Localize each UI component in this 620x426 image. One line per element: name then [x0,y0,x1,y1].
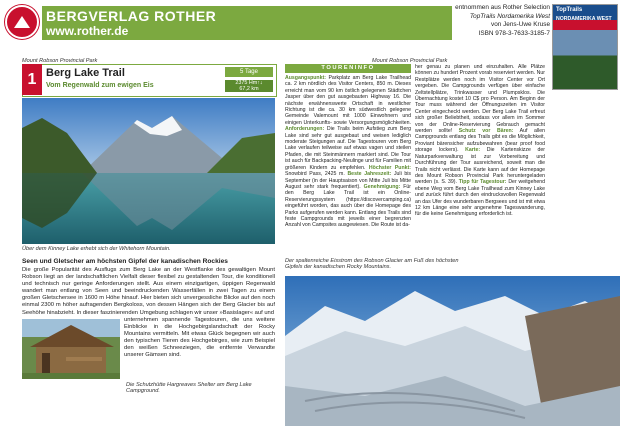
section-body-2: unternehmen spannende Tagestouren, die uns weitere Einblicke in die Hochgebirgslandschaft der Rocky Mountains vermitteln. Mit etwas Glück begegnen wir auch den typischen Tieren des Hochgebirges, wie zum Beispiel den weißen Schneeziegen, die entfernte Verwandte unserer Gämsen sind. [124,317,275,359]
section-body-1: Die große Popularität des Ausflugs zum Berg Lake an der Westflanke des gewaltigen Mount Robson liegt an der landschaftlichen Vielfalt dieser flexibel zu gestaltenden Tour, die konditionell und technisch nur geringe Anforderungen stellt. Aus einem einzigartigen, üppigen Regenwald wandert man entlang von Seen und beeindruckenden Wasserfällen in zwei Tagen zu einem großen Gletschersee in 1600 m Höhe hinauf. Hier bieten sich unvergessliche Blicke auf den noch einmal 2300 m höher aufragenden Bergkoloss, von dessen Hängen sich der Berg Glacier bis auf Seehöhe hinabzieht. In dieser faszinierenden Umgebung schlagen wir unser »Basislager« auf und [22,267,275,316]
info-value: Der weitgehend ebene Weg vom Berg Lake Trailhead zum Kinney Lake und zurück führt durch den eindrucksvollen Regenwald an das Ufer des wunderbaren Bergsees und ist mit etwa 12 km Länge eine sehr angenehme Tageswanderung, für die keine Genehmigung erforderlich ist. [415,179,545,218]
glacier-photo [285,276,620,426]
hut-photo-caption: Die Schutzhütte Hargreaves Shelter am Berg Lake Campground. [126,382,252,394]
source-line-1: entnommen aus Rother Selection [455,4,550,11]
rother-logo-icon [5,5,39,39]
info-value: Die Kartenskizze der Naturparkverwaltung ist zur Vorbereitung und Durchführung der Tour ausreichend, soweit man die Trails nicht verlässt. Die Karte kann auf der Homepage des Mount Robson Provincial Park heruntergeladen werden (s. S. 39). [415,147,545,186]
info-label: Ausgangspunkt: [285,75,326,81]
source-line-4: ISBN 978-3-7633-3185-7 [478,29,550,37]
info-item [285,184,411,228]
source-line-2: TopTrails Nordamerika West [469,12,550,20]
info-value: Für den Berg Lake Trail ist ein Online-Reservierungssystem (https://discovercamping.ca) eingeführt worden, das auch über die Homepage des Parks aufgerufen werden kann. Entlang des Trails sind feste Campgrounds mit jeweils einer begrenzten Anzahl von Campsites ausgewiesen. Die Route ist da- [285,183,412,229]
info-label: Schutz vor Bären: [458,128,514,135]
tour-days-badge: 5 Tage [225,67,273,77]
brand-title: BERGVERLAG ROTHER [46,8,217,24]
tour-stats-badge [225,80,273,92]
running-head-left: Mount Robson Provincial Park [22,58,98,64]
cover-subtitle: NORDAMERIKA WEST [556,16,612,22]
info-label: Anforderungen: [285,126,325,133]
tour-subtitle: Vom Regenwald zum ewigen Eis [46,82,154,89]
info-value: her genau zu planen und einzuhalten. Alle Plätze können zu hundert Prozent vorab reserviert werden. Nur Restplätze werden noch im Visitor Center vor Ort vergeben. Die Campgrounds verfügen über einfache Zeltstellplätze, Trinkwasser und Plumpsklos. Die Übernachtung kostet 10 C$ pro Person. Am Beginn der Tour muss während der Öffnungszeiten im Visitor Center eingecheckt werden. Der Berg Lake Trail erfreut sich großer Beliebtheit, sodass vor allem im Sommer von der Online-Reservierung Gebrauch gemacht werden sollte! [415,64,545,135]
info-value: Parkplatz am Berg Lake Trailhead ca. 2 km nördlich des Visitor Centers, 850 m. Dieses erreicht man vom 90 km östlich gelegenen Städtchen Jasper über den gut ausgebauten Highway 16. Die nächste erwähnenswerte Ortschaft in westlicher Richtung ist die ca. 30 km südwestlich gelegene Gemeinde Valemount mit 1000 Einwohnern und einigen Unterkunfts- sowie Versorgungsmöglichkeiten. [285,75,411,126]
book-cover-image [552,4,618,90]
glacier-photo-caption: Der spaltenreiche Eisstrom des Robson Glacier am Fuß des höchsten Gipfels der kanadischen Rocky Mountains. [285,258,459,270]
info-label: Tipp für Tagestour: [458,179,507,186]
cover-title: TopTrails [556,7,583,13]
running-head-right: Mount Robson Provincial Park [372,58,448,64]
section-heading: Seen und Gletscher am höchsten Gipfel der kanadischen Rockies [22,258,228,265]
info-label: Genehmigung: [363,183,401,190]
source-line-3: von Jens-Uwe Kruse [491,21,550,28]
brand-url-link[interactable]: www.rother.de [46,24,129,38]
info-label: Beste Jahreszeit: [347,171,392,178]
info-item [285,75,411,126]
info-item [415,179,545,217]
tour-elevation: 2375 Hm↑↓ [235,80,263,86]
tour-info-heading: TOURENINFO [285,64,411,73]
info-value: Die Trails beim Aufstieg zum Berg Lake sind sehr gut ausgebaut und weisen lediglich moderate Steigungen auf. Die Tagestouren vom Berg Lake verlaufen teilweise auf etwas vagen und steilen Pfaden, die mit Steinmännern markiert sind. Die Tour ist auch für Backpacking-Neulinge und für Familien mit größeren Kindern zu empfehlen. [285,126,411,171]
info-item [415,64,545,134]
lake-mountain-photo [22,98,275,244]
header-bar [0,0,620,50]
tour-info-column-2 [415,64,545,218]
info-label: Karte: [465,147,481,154]
hut-photo [22,319,120,379]
info-value: Snowbird Pass, 2425 m. [285,171,345,178]
tour-title: Berg Lake Trail [46,67,125,79]
info-value: Juli bis September (in der Hauptsaison von Mitte Juli bis Mitte August sehr stark frequentiert). [285,171,411,190]
source-info [452,4,550,38]
main-photo-caption: Über dem Kinney Lake erhebt sich der Whitehorn Mountain. [22,246,171,252]
info-label: Höchster Punkt: [368,164,411,171]
tour-distance: 67,2 km [239,86,259,92]
info-value: Auf allen Campgrounds entlang des Trails gibt es die Möglichkeit, Proviant bärensicher aufzubewahren (bear proof food storage lockers). [415,128,545,154]
tour-number: 1 [22,64,42,95]
tour-info-text [285,75,411,229]
